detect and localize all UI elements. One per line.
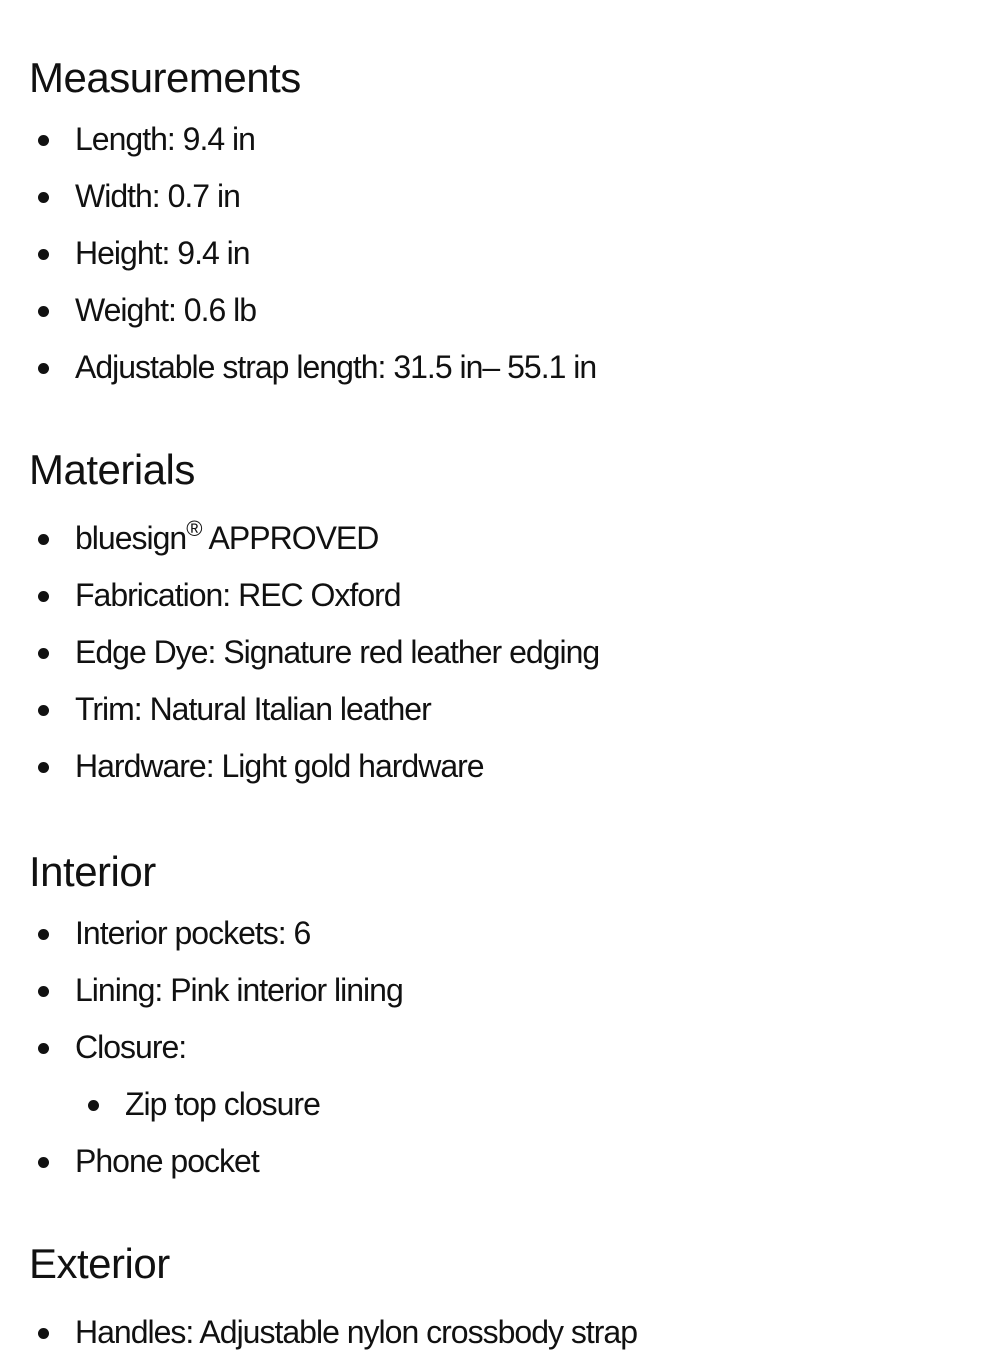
list-item: Weight: 0.6 lb: [29, 282, 596, 339]
list-item-closure: Closure:: [29, 1019, 403, 1076]
exterior-section: [29, 1240, 638, 1361]
list-item: Fabrication: REC Oxford: [29, 567, 599, 624]
measurements-heading: Measurements: [29, 54, 301, 101]
approved-text: APPROVED: [202, 520, 379, 556]
list-item: Length: 9.4 in: [29, 111, 596, 168]
list-item: Edge Dye: Signature red leather edging: [29, 624, 599, 681]
interior-list-continued: [29, 1133, 403, 1190]
bluesign-text: bluesign: [75, 520, 187, 556]
materials-list: [29, 510, 599, 795]
registered-mark: ®: [186, 516, 203, 541]
list-item: Phone pocket: [29, 1133, 403, 1190]
interior-heading: Interior: [29, 848, 156, 895]
list-item: Lining: Pink interior lining: [29, 962, 403, 1019]
closure-sub-list: [29, 1076, 403, 1133]
list-item: Interior pockets: 6: [29, 905, 403, 962]
list-item: Trim: Natural Italian leather: [29, 681, 599, 738]
exterior-heading: Exterior: [29, 1240, 170, 1287]
list-item: Adjustable strap length: 31.5 in– 55.1 in: [29, 339, 596, 396]
list-item: Handles: Adjustable nylon crossbody strap: [29, 1304, 637, 1361]
interior-section: [29, 848, 403, 1190]
materials-section: [29, 446, 600, 795]
list-item-bluesign: [29, 510, 599, 567]
measurements-list: [29, 111, 596, 396]
list-item: Zip top closure: [29, 1076, 403, 1133]
list-item: Width: 0.7 in: [29, 168, 596, 225]
list-item: Hardware: Light gold hardware: [29, 738, 599, 795]
materials-heading: Materials: [29, 446, 195, 493]
list-item: Height: 9.4 in: [29, 225, 596, 282]
interior-list: [29, 905, 403, 1076]
measurements-section: [29, 54, 597, 396]
